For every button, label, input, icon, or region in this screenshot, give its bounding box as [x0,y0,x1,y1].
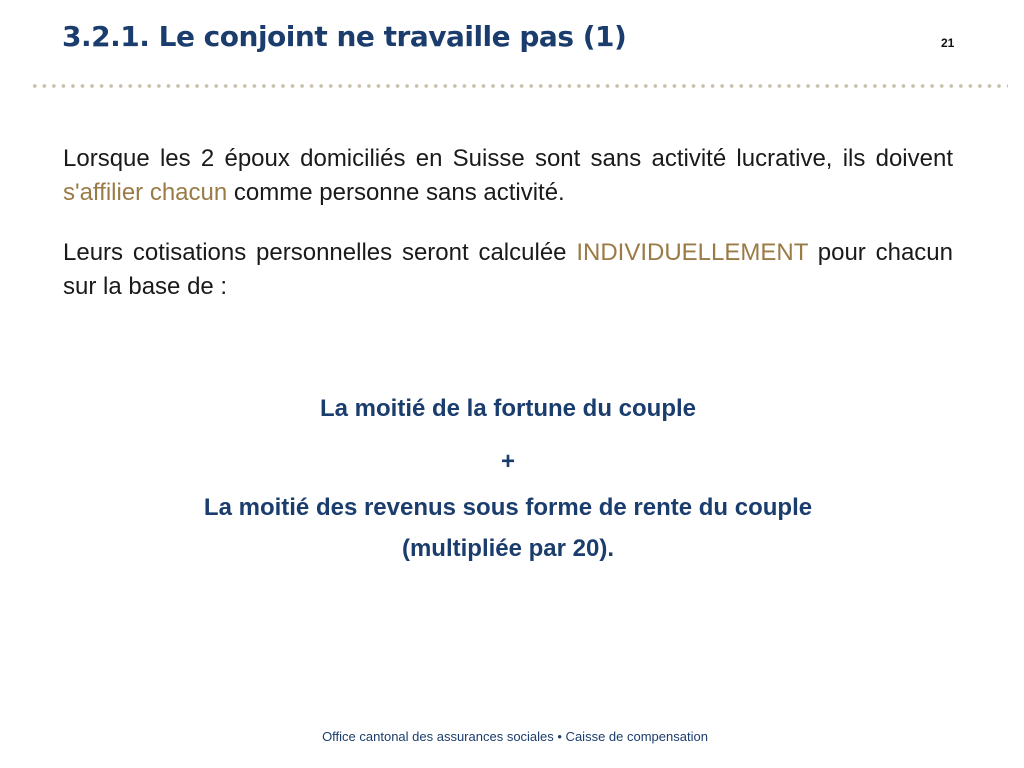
slide-title: 3.2.1. Le conjoint ne travaille pas (1) [62,20,627,53]
formula-fortune-line: La moitié de la fortune du couple [319,395,697,422]
footer-organization: Office cantonal des assurances sociales • Caisse de compensation [322,729,708,744]
paragraph-contributions-text-end: pour chacun sur la base de : [63,239,953,300]
paragraph-contributions [63,236,953,304]
formula-revenus-line: La moitié des revenus sous forme de rente du couple [203,494,813,521]
paragraph-affiliation [63,142,953,210]
paragraph-affiliation-text-end: comme personne sans activité. [227,179,565,206]
formula-plus-operator: + [500,448,515,475]
paragraph-affiliation-text-start: Lorsque les 2 époux domiciliés en Suisse sont sans activité lucrative, ils doivent [63,145,953,172]
paragraph-affiliation-highlight: s'affilier chacun [63,179,228,206]
page-number: 21 [941,36,955,50]
paragraph-contributions-text-start: Leurs cotisations personnelles seront calculée [63,239,577,266]
paragraph-contributions-highlight: INDIVIDUELLEMENT [576,239,808,266]
dotted-divider [30,82,1008,90]
formula-multiplier-line: (multipliée par 20). [401,535,615,562]
